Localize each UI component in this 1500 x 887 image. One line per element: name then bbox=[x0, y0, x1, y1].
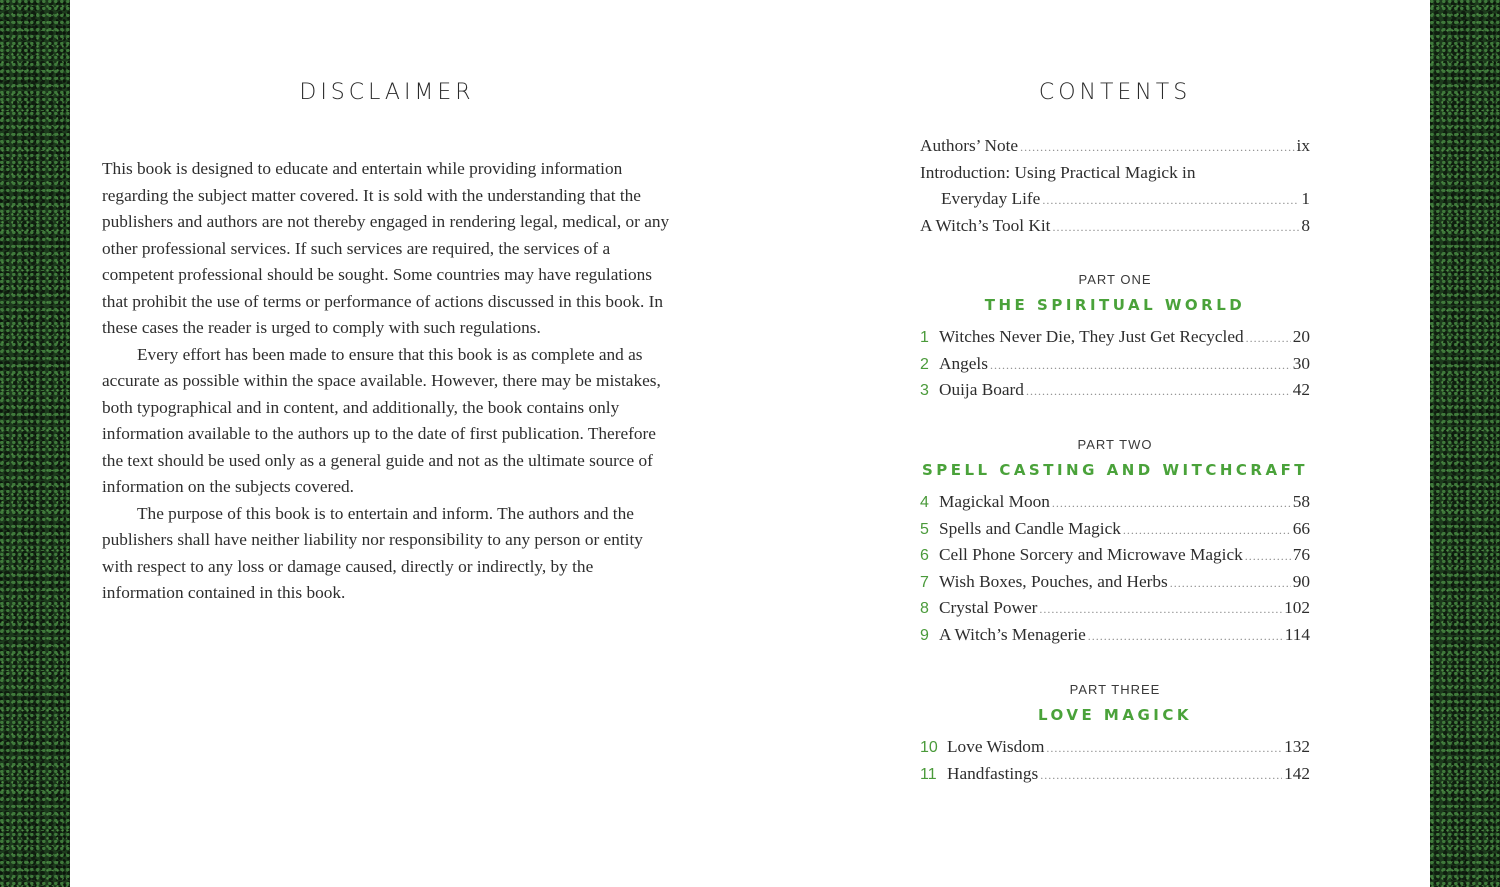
chapter-page: 142 bbox=[1284, 763, 1310, 783]
toc-leader-dots bbox=[1170, 570, 1291, 597]
right-page-edge-texture bbox=[1430, 0, 1500, 887]
chapter-page: 58 bbox=[1292, 492, 1310, 511]
toc-chapter[interactable] bbox=[920, 489, 1310, 516]
toc-leader-dots bbox=[1088, 623, 1283, 650]
chapter-title: Spells and Candle Magick bbox=[939, 518, 1121, 538]
chapter-page: 76 bbox=[1292, 545, 1310, 564]
toc-entry[interactable] bbox=[920, 160, 1310, 187]
toc-leader-dots bbox=[1052, 490, 1291, 517]
toc-leader-dots bbox=[1052, 214, 1299, 241]
chapter-title: Magickal Moon bbox=[939, 492, 1050, 511]
toc-entry-label: Everyday Life bbox=[941, 189, 1041, 208]
toc-leader-dots bbox=[1245, 543, 1291, 570]
toc-chapter[interactable] bbox=[920, 377, 1310, 404]
chapter-title: Cell Phone Sorcery and Microwave Magick bbox=[939, 545, 1243, 564]
toc-part-one bbox=[920, 324, 1310, 404]
chapter-page: 102 bbox=[1284, 598, 1310, 617]
toc-leader-dots bbox=[1046, 735, 1282, 762]
disclaimer-paragraph: This book is designed to educate and entertain while providing information regarding the subject matter covered. It is sold with the understanding that the publishers and authors are not thereby engaged in rendering legal, medical, or any other professional services. If such services are required, the services of a competent professional should be sought. Some countries may have regulations that prohibit the use of terms or performance of actions discussed in this book. In these cases the reader is urged to comply with such regulations. bbox=[102, 159, 670, 337]
toc-leader-dots bbox=[1042, 187, 1299, 214]
toc-leader-dots bbox=[1020, 134, 1294, 161]
chapter-page: 132 bbox=[1284, 737, 1310, 756]
part-label: PART ONE bbox=[1078, 272, 1152, 287]
toc-leader-dots bbox=[1246, 325, 1291, 352]
disclaimer-body bbox=[102, 156, 677, 607]
toc-chapter[interactable] bbox=[920, 569, 1310, 596]
toc-entry[interactable] bbox=[920, 133, 1310, 160]
chapter-title: Ouija Board bbox=[939, 380, 1024, 399]
disclaimer-paragraph: The purpose of this book is to entertain and inform. The authors and the publishers shall have neither liability nor responsibility to any person or entity with respect to any loss or damage caused, directly or indirectly, by the information contained in this book. bbox=[102, 503, 643, 602]
left-page-edge-texture bbox=[0, 0, 70, 887]
chapter-title: Witches Never Die, They Just Get Recycled bbox=[939, 327, 1244, 346]
chapter-page: 114 bbox=[1284, 624, 1310, 644]
toc-chapter[interactable] bbox=[920, 351, 1310, 378]
chapter-number: 4 bbox=[920, 494, 929, 511]
chapter-title: Wish Boxes, Pouches, and Herbs bbox=[939, 571, 1168, 591]
part-label: PART THREE bbox=[1069, 682, 1161, 697]
chapter-number: 1 bbox=[920, 329, 929, 346]
chapter-number: 11 bbox=[920, 765, 937, 783]
toc-entry-page: 1 bbox=[1301, 189, 1310, 208]
toc-chapter[interactable] bbox=[920, 542, 1310, 569]
toc-chapter[interactable] bbox=[920, 595, 1310, 622]
chapter-title: Love Wisdom bbox=[947, 737, 1045, 756]
disclaimer-paragraph: Every effort has been made to ensure that this book is as complete and as accurate as possible within the space available. However, there may be mistakes, both typographical and in content, and additionally, the book contains only information available to the authors up to the date of first publication. Therefore the text should be used only as a general guide and not as the ultimate source of information on the subjects covered. bbox=[102, 344, 661, 496]
toc-entry[interactable] bbox=[920, 213, 1310, 240]
chapter-number: 2 bbox=[920, 355, 929, 373]
toc-part-two bbox=[920, 489, 1310, 648]
part-title: THE SPIRITUAL WORLD bbox=[984, 296, 1246, 314]
chapter-page: 30 bbox=[1292, 353, 1310, 373]
chapter-page: 66 bbox=[1292, 518, 1310, 538]
chapter-title: Handfastings bbox=[947, 763, 1039, 783]
toc-part-three bbox=[920, 734, 1310, 787]
toc-leader-dots bbox=[1040, 762, 1282, 789]
chapter-number: 9 bbox=[920, 626, 929, 644]
chapter-page: 20 bbox=[1292, 327, 1310, 346]
chapter-page: 90 bbox=[1292, 571, 1310, 591]
toc-leader-dots bbox=[1123, 517, 1291, 544]
chapter-number: 7 bbox=[920, 573, 929, 591]
toc-chapter[interactable] bbox=[920, 324, 1310, 351]
toc-entry-page: ix bbox=[1296, 136, 1310, 155]
disclaimer-title: DISCLAIMER bbox=[299, 80, 475, 105]
toc-front-matter bbox=[920, 133, 1310, 239]
toc-entry-label: Authors’ Note bbox=[920, 136, 1019, 155]
chapter-number: 6 bbox=[920, 547, 929, 564]
part-title: LOVE MAGICK bbox=[1037, 706, 1192, 724]
chapter-number: 10 bbox=[920, 739, 938, 756]
chapter-number: 8 bbox=[920, 600, 929, 617]
toc-entry[interactable] bbox=[920, 186, 1310, 213]
toc-chapter[interactable] bbox=[920, 516, 1310, 543]
chapter-number: 3 bbox=[920, 382, 929, 399]
toc-chapter[interactable] bbox=[920, 761, 1310, 788]
chapter-page: 42 bbox=[1292, 380, 1310, 399]
toc-entry-page: 8 bbox=[1301, 215, 1310, 235]
toc-chapter[interactable] bbox=[920, 734, 1310, 761]
chapter-number: 5 bbox=[920, 520, 929, 538]
toc-chapter[interactable] bbox=[920, 622, 1310, 649]
toc-entry-label: A Witch’s Tool Kit bbox=[920, 215, 1051, 235]
part-title: SPELL CASTING AND WITCHCRAFT bbox=[921, 461, 1309, 479]
chapter-title: Crystal Power bbox=[939, 598, 1038, 617]
toc-leader-dots bbox=[1026, 378, 1291, 405]
toc-leader-dots bbox=[990, 352, 1291, 379]
part-label: PART TWO bbox=[1077, 437, 1153, 452]
toc-leader-dots bbox=[1039, 596, 1282, 623]
chapter-title: Angels bbox=[939, 353, 988, 373]
contents-title: CONTENTS bbox=[1038, 80, 1192, 105]
toc-entry-label: Introduction: Using Practical Magick in bbox=[920, 162, 1196, 182]
chapter-title: A Witch’s Menagerie bbox=[939, 624, 1086, 644]
